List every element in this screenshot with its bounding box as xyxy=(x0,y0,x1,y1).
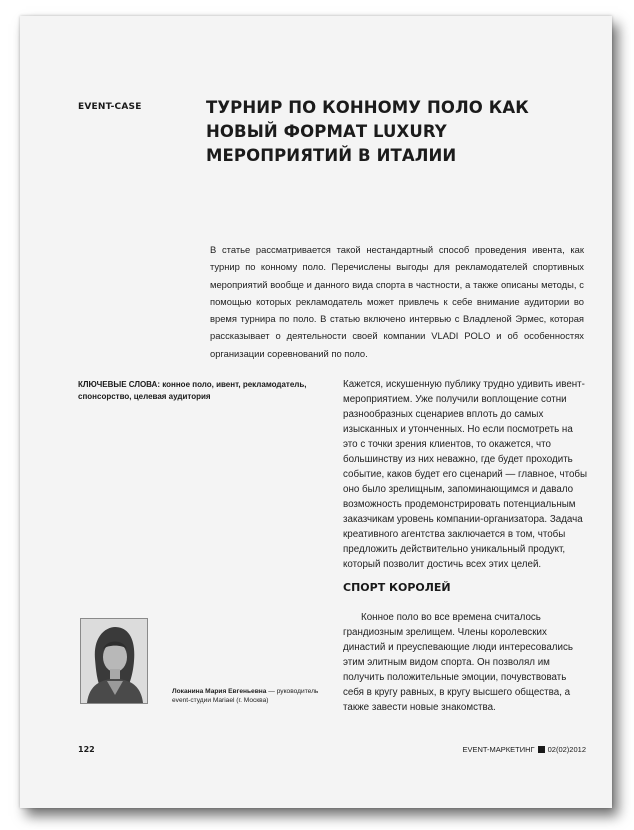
author-name: Локанина Мария Евгеньевна xyxy=(172,688,267,695)
author-portrait-image xyxy=(81,619,147,703)
section-tag: EVENT-CASE xyxy=(78,102,142,112)
article-lead: В статье рассматривается такой нестандартный способ проведения ивента, как турнир по конному поло. Перечислены выгоды для рекламодателей спортивных мероприятий вообще и данного вида спорта в частности, а также описаны методы, с помощью которых рекламодатель может привлечь к себе внимание аудитории во время турнира по поло. В статью включено интервью с Владленой Эрмес, которая рассказывает о деятельности своей компании VLADI POLO и об особенностях организации соревнований по поло. xyxy=(210,244,584,359)
author-role: — руководитель event-студии Mariael (г. Москва) xyxy=(172,688,319,704)
subheading: СПОРТ КОРОЛЕЙ xyxy=(343,581,451,594)
magazine-page xyxy=(20,16,612,808)
page-number: 122 xyxy=(78,745,95,754)
body-paragraph-1: Кажется, искушенную публику трудно удивить ивент-мероприятием. Уже получили воплощение сотни разнообразных сценариев вплоть до самых изысканных и утонченных. Но если посмотреть на это с точки зрения клиентов, то окажется, что большинству из них неважно, где будет проходить событие, каков будет его сценарий — главное, чтобы оно было зрелищным, запоминающимся и давало возможность продемонстрировать потенциальным заказчикам уровень компании-организатора. Задача креативного агентства заключается в том, чтобы предложить действительно уникальный продукт, который позволит достичь всех этих целей. xyxy=(343,379,588,570)
footer-magazine-info xyxy=(462,745,586,754)
magazine-name: EVENT-МАРКЕТИНГ xyxy=(462,745,535,754)
issue-number: 02(02)2012 xyxy=(547,745,586,754)
square-separator-icon xyxy=(538,746,545,753)
body-paragraph-2: Конное поло во все времена считалось грандиозным зрелищем. Члены королевских династий и преуспевающие люди интересовались этим элитным видом спорта. Он позволял им получить положительные эмоции, почувствовать себя в кругу равных, в кругу высшего общества, а также завести новые знакомства. xyxy=(343,612,573,713)
keywords-text: конное поло, ивент, рекламодатель, спонсорство, целевая аудитория xyxy=(78,380,307,401)
author-photo xyxy=(80,618,148,704)
article-title: ТУРНИР ПО КОННОМУ ПОЛО КАК НОВЫЙ ФОРМАТ LUXURY МЕРОПРИЯТИЙ В ИТАЛИИ xyxy=(206,98,529,165)
author-caption xyxy=(172,687,322,705)
keywords xyxy=(78,379,328,403)
keywords-label: КЛЮЧЕВЫЕ СЛОВА: xyxy=(78,380,160,389)
